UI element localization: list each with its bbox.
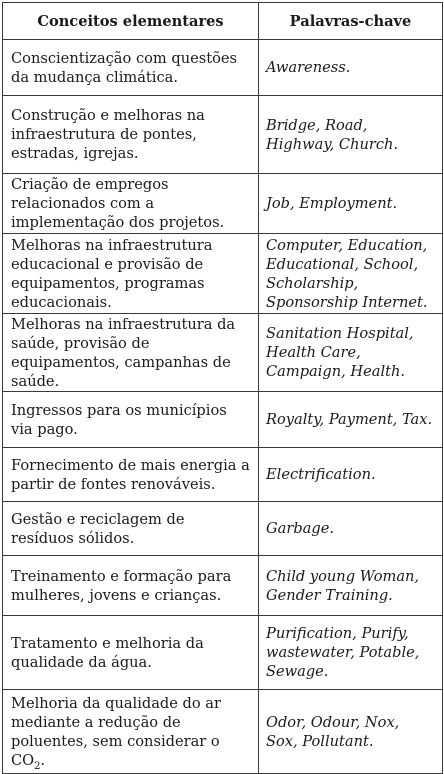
table-row bbox=[3, 234, 443, 314]
concept-text: Melhoria da qualidade do ar mediante a redução de poluentes, sem considerar o CO bbox=[11, 694, 221, 769]
table-row bbox=[3, 616, 443, 690]
header-concepts: Conceitos elementares bbox=[3, 3, 259, 40]
keywords-cell: Child young Woman, Gender Training. bbox=[259, 556, 443, 616]
table-row bbox=[3, 314, 443, 392]
keywords-cell: Awareness. bbox=[259, 40, 443, 96]
table-header-row bbox=[3, 3, 443, 40]
header-keywords: Palavras-chave bbox=[259, 3, 443, 40]
concept-cell bbox=[3, 690, 259, 774]
table-row bbox=[3, 448, 443, 502]
concept-cell: Conscientização com questões da mudança climática. bbox=[3, 40, 259, 96]
keywords-cell: Job, Employment. bbox=[259, 174, 443, 234]
subscript-2: 2 bbox=[34, 760, 41, 772]
concepts-keywords-table bbox=[2, 2, 443, 774]
keywords-cell: Bridge, Road, Highway, Church. bbox=[259, 96, 443, 174]
keywords-cell: Purification, Purify, wastewater, Potable, Sewage. bbox=[259, 616, 443, 690]
table-row bbox=[3, 690, 443, 774]
table-row bbox=[3, 392, 443, 448]
keywords-cell: Computer, Education, Educational, School, Scholarship, Sponsorship Internet. bbox=[259, 234, 443, 314]
table-row bbox=[3, 40, 443, 96]
concept-cell: Treinamento e formação para mulheres, jovens e crianças. bbox=[3, 556, 259, 616]
keywords-cell: Electrification. bbox=[259, 448, 443, 502]
keywords-cell: Royalty, Payment, Tax. bbox=[259, 392, 443, 448]
table-row bbox=[3, 96, 443, 174]
table-row bbox=[3, 502, 443, 556]
keywords-cell: Odor, Odour, Nox, Sox, Pollutant. bbox=[259, 690, 443, 774]
concepts-keywords-table-container bbox=[2, 2, 442, 772]
table-row bbox=[3, 174, 443, 234]
concept-cell: Criação de empregos relacionados com a implementação dos projetos. bbox=[3, 174, 259, 234]
concept-cell: Melhoras na infraestrutura da saúde, provisão de equipamentos, campanhas de saúde. bbox=[3, 314, 259, 392]
concept-cell: Tratamento e melhoria da qualidade da água. bbox=[3, 616, 259, 690]
keywords-cell: Garbage. bbox=[259, 502, 443, 556]
concept-cell: Construção e melhoras na infraestrutura de pontes, estradas, igrejas. bbox=[3, 96, 259, 174]
table-row bbox=[3, 556, 443, 616]
concept-cell: Gestão e reciclagem de resíduos sólidos. bbox=[3, 502, 259, 556]
concept-cell: Ingressos para os municípios via pago. bbox=[3, 392, 259, 448]
concept-cell: Fornecimento de mais energia a partir de fontes renováveis. bbox=[3, 448, 259, 502]
keywords-cell: Sanitation Hospital, Health Care, Campaign, Health. bbox=[259, 314, 443, 392]
concept-cell: Melhoras na infraestrutura educacional e provisão de equipamentos, programas educacionais. bbox=[3, 234, 259, 314]
concept-text-end: . bbox=[40, 751, 46, 769]
